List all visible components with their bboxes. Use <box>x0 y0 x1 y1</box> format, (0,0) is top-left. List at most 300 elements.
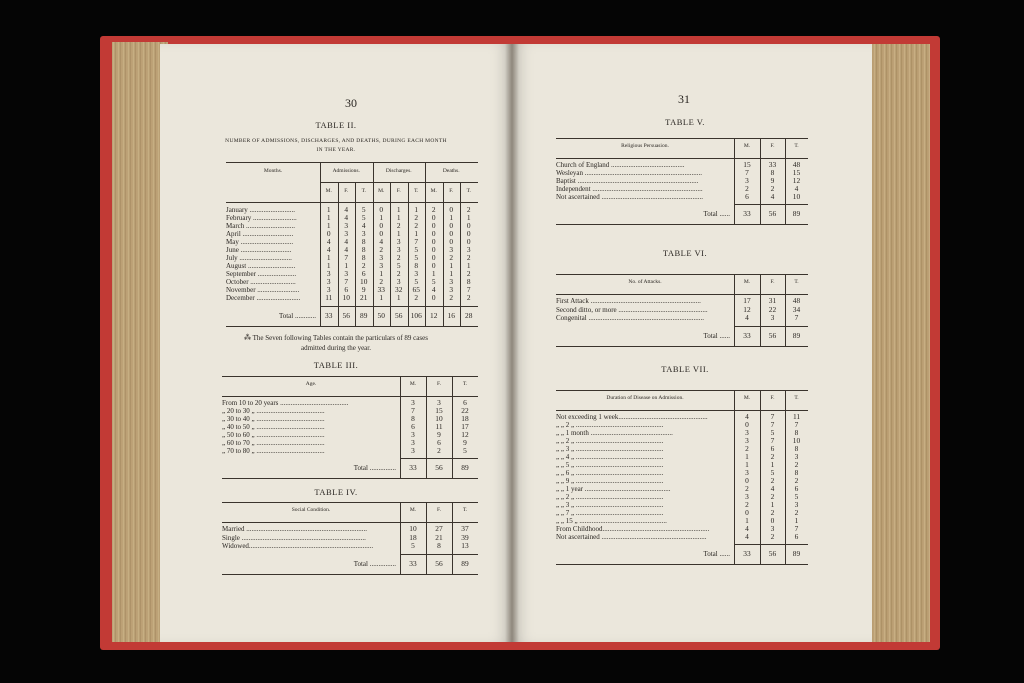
table-row-label: Church of England .......................................... <box>556 161 685 169</box>
table-cell: 0 <box>449 229 454 238</box>
table-cell: 5 <box>361 205 366 214</box>
table-cell: 6 <box>437 438 441 447</box>
table-cell: 5 <box>794 492 799 501</box>
table-cell: 2 <box>745 484 749 493</box>
table-cell: 8 <box>770 168 775 177</box>
table-row-label: „ „ 2 „ .................................................. <box>556 437 664 445</box>
table-cell: 1 <box>431 269 436 278</box>
table-cell: 1 <box>466 261 471 270</box>
table-cell: 0 <box>431 229 436 238</box>
table-row-label: January .......................... <box>226 206 296 214</box>
table-cell: 37 <box>461 524 469 533</box>
table-cell: 4 <box>745 313 749 322</box>
table-rule-bottom <box>226 326 478 327</box>
table-cell: 1 <box>449 261 454 270</box>
table-cell: 17 <box>461 422 469 431</box>
table-cell: 3 <box>770 524 775 533</box>
table-row-label: October .......................... <box>226 278 296 286</box>
table-row-label: Single ....................................................................... <box>222 533 366 542</box>
column-header: T. <box>794 395 799 401</box>
table-cell: 0 <box>431 253 436 262</box>
table-cell: 0 <box>449 205 454 214</box>
table-cell: 2 <box>466 269 471 278</box>
table-cell: 3 <box>326 277 331 286</box>
column-header: T. <box>794 279 799 285</box>
table-col-rule <box>452 502 453 574</box>
table-row-label: „ 50 to 60 „ ....................................... <box>222 431 325 439</box>
table-col-rule <box>425 162 426 326</box>
table-row-label: September ...................... <box>226 270 297 278</box>
table-cell: 5 <box>396 261 401 270</box>
table-total-cell: 56 <box>768 330 777 340</box>
table-row-label: „ 70 to 80 „ ....................................... <box>222 447 325 455</box>
table-cell: 10 <box>792 192 801 201</box>
column-header: Months. <box>263 168 283 174</box>
table-cell: 7 <box>770 412 775 421</box>
table-row-label: February ......................... <box>226 214 297 222</box>
column-header: F. <box>437 507 441 513</box>
table-cell: 2 <box>770 184 775 193</box>
table-rule-total <box>734 544 808 545</box>
table-cell: 3 <box>437 398 441 407</box>
table-row-label: August ........................... <box>226 262 296 270</box>
table-cell: 7 <box>770 420 775 429</box>
table-cell: 0 <box>770 516 775 525</box>
table-cell: 4 <box>745 532 749 541</box>
table-col-rule <box>426 376 427 478</box>
table-rule-top <box>222 502 478 503</box>
table-cell: 3 <box>396 245 401 254</box>
table-cell: 4 <box>770 484 775 493</box>
table-cell: 15 <box>743 160 751 169</box>
table-total-label: Total ...... <box>703 550 730 558</box>
table-col-rule <box>443 182 444 326</box>
table-cell: 33 <box>377 285 385 294</box>
table-row-label: Congenital .................................................................. <box>556 314 704 322</box>
page-edges-right <box>868 44 930 642</box>
table-cell: 32 <box>395 285 403 294</box>
table-cell: 4 <box>379 237 384 246</box>
table-cell: 3 <box>411 398 415 407</box>
table2-caption-line2: IN THE YEAR. <box>316 147 356 153</box>
table-cell: 7 <box>344 277 349 286</box>
table-cell: 9 <box>463 438 467 447</box>
table-cell: 2 <box>396 253 401 262</box>
table-cell: 48 <box>792 296 801 305</box>
table-cell: 3 <box>361 229 366 238</box>
table-total-label: Total ...... <box>703 331 730 340</box>
table-cell: 34 <box>792 304 801 314</box>
table-row-label: April ............................. <box>226 230 294 238</box>
table-row-label: Not ascertained .......................................................... <box>556 193 703 201</box>
table-cell: 3 <box>396 277 401 286</box>
column-header: M. <box>325 188 332 194</box>
table-cell: 10 <box>360 277 368 286</box>
table-rule-top <box>556 390 808 391</box>
table-cell: 33 <box>768 160 777 169</box>
table-row-label: „ „ 7 „ .................................................. <box>556 509 664 517</box>
table-cell: 4 <box>344 237 349 246</box>
table-rule-bottom <box>556 346 808 347</box>
table-cell: 2 <box>361 261 366 270</box>
table-rule-header <box>556 158 808 159</box>
table-total-cell: 12 <box>430 311 438 320</box>
table-cell: 10 <box>792 436 801 445</box>
table-cell: 1 <box>449 213 454 222</box>
table-row-label: March ............................ <box>226 222 296 230</box>
table-rule-header <box>222 396 478 397</box>
table-cell: 1 <box>379 213 384 222</box>
table-cell: 2 <box>794 460 799 469</box>
column-header: T. <box>466 188 471 194</box>
table-cell: 12 <box>743 304 751 314</box>
table-cell: 0 <box>431 261 436 270</box>
tables-note-line1: ⁂ The Seven following Tables contain the particulars of 89 cases <box>244 334 428 342</box>
table-cell: 21 <box>360 293 368 302</box>
table-row-label: Not ascertained ............................................................ <box>556 533 707 541</box>
table-cell: 6 <box>794 484 799 493</box>
column-header: T. <box>414 188 419 194</box>
table7-title: TABLE VII. <box>661 364 709 374</box>
table5-title: TABLE V. <box>665 117 705 127</box>
table-cell: 0 <box>379 205 384 214</box>
table-cell: 65 <box>412 285 420 294</box>
column-header: F. <box>770 143 775 149</box>
table-cell: 8 <box>794 428 799 437</box>
table-cell: 7 <box>466 285 471 294</box>
table-rule-header <box>222 522 478 523</box>
table-cell: 1 <box>396 229 401 238</box>
table-cell: 3 <box>794 452 799 461</box>
table-cell: 3 <box>414 269 419 278</box>
table-cell: 6 <box>344 285 349 294</box>
table-cell: 15 <box>435 406 443 415</box>
table-total-cell: 89 <box>461 558 469 568</box>
column-header: Social Condition. <box>291 507 331 513</box>
table-rule-header <box>556 294 808 295</box>
table-col-rule <box>408 182 409 326</box>
table-cell: 3 <box>466 245 471 254</box>
table-row-label: „ „ 1 month ............................................... <box>556 429 673 437</box>
table-col-rule <box>400 376 401 478</box>
table-col-rule <box>734 274 735 346</box>
table-row-label: „ „ 15 „ .................................................. <box>556 517 667 525</box>
table-col-rule <box>355 182 356 326</box>
table-cell: 1 <box>745 516 749 525</box>
table-cell: 4 <box>431 285 436 294</box>
table-col-rule <box>338 182 339 326</box>
table-row-label: „ „ 3 „ .................................................. <box>556 445 664 453</box>
right-page <box>512 44 872 642</box>
table-cell: 21 <box>435 532 443 542</box>
column-header: Duration of Disease on Admission. <box>606 395 684 401</box>
table-cell: 3 <box>344 221 349 230</box>
table-cell: 18 <box>461 414 469 423</box>
table-cell: 3 <box>745 176 749 185</box>
table-cell: 3 <box>411 438 415 447</box>
table-total-cell: 33 <box>409 558 417 568</box>
table-cell: 1 <box>326 261 331 270</box>
table6-title: TABLE VI. <box>662 248 708 258</box>
table-cell: 1 <box>794 516 799 525</box>
table-cell: 4 <box>745 524 749 533</box>
column-header: M. <box>409 507 417 513</box>
column-header: M. <box>378 188 385 194</box>
table-col-rule <box>400 502 401 574</box>
table-cell: 6 <box>770 444 775 453</box>
table-cell: 3 <box>411 430 415 439</box>
table-cell: 2 <box>379 245 384 254</box>
table-total-cell: 106 <box>410 311 422 320</box>
table-cell: 11 <box>435 422 443 431</box>
column-header: T. <box>462 507 468 513</box>
table-cell: 6 <box>361 269 366 278</box>
table-cell: 3 <box>449 277 454 286</box>
column-header: F. <box>437 381 441 387</box>
table-cell: 1 <box>326 205 331 214</box>
table-cell: 6 <box>463 398 467 407</box>
table-rule-top <box>226 162 478 163</box>
page-number: 30 <box>345 96 357 110</box>
table-cell: 3 <box>745 436 749 445</box>
table-total-cell: 89 <box>461 463 469 472</box>
table-total-cell: 89 <box>792 209 801 218</box>
table-cell: 11 <box>325 293 333 302</box>
table-row-label: Independent ............................................................... <box>556 185 703 193</box>
table-row-label: „ „ 3 „ .................................................. <box>556 501 664 509</box>
table-cell: 9 <box>770 176 775 185</box>
column-header: No. of Attacks. <box>628 279 662 285</box>
table-cell: 3 <box>344 269 349 278</box>
table-cell: 7 <box>794 524 799 533</box>
table-cell: 17 <box>743 296 751 305</box>
table-rule-total <box>400 458 478 459</box>
column-header: M. <box>743 143 751 149</box>
column-header: F. <box>344 188 349 194</box>
table-cell: 8 <box>794 468 799 477</box>
table-cell: 6 <box>745 192 749 201</box>
table-cell: 6 <box>794 532 799 541</box>
table-cell: 39 <box>461 532 469 542</box>
table-cell: 13 <box>461 541 469 550</box>
column-header: F. <box>396 188 401 194</box>
table-cell: 1 <box>326 253 331 262</box>
table-cell: 3 <box>379 261 384 270</box>
table-total-label: Total ...... <box>703 210 730 218</box>
table-cell: 8 <box>437 541 441 550</box>
table-cell: 2 <box>770 476 775 485</box>
table-cell: 22 <box>461 406 469 415</box>
table-cell: 0 <box>431 213 436 222</box>
table-col-rule <box>460 182 461 326</box>
table-rule-header <box>556 410 808 411</box>
table-cell: 2 <box>466 293 471 302</box>
table-cell: 2 <box>396 269 401 278</box>
table-cell: 7 <box>745 168 749 177</box>
table-cell: 1 <box>326 213 331 222</box>
table-cell: 2 <box>770 508 775 517</box>
table-cell: 2 <box>414 213 419 222</box>
table-cell: 0 <box>449 221 454 230</box>
table-row-label: „ 60 to 70 „ ....................................... <box>222 439 325 447</box>
table-cell: 2 <box>745 444 749 453</box>
column-header: T. <box>361 188 366 194</box>
table-total-cell: 89 <box>792 549 801 558</box>
table-cell: 5 <box>770 428 775 437</box>
table-row-label: May .............................. <box>226 238 294 246</box>
table-cell: 2 <box>745 500 749 509</box>
table-rule-header <box>226 202 478 203</box>
table-col-rule <box>785 390 786 564</box>
table-total-cell: 89 <box>360 311 368 320</box>
table-cell: 1 <box>449 269 454 278</box>
table-rule-top <box>556 138 808 139</box>
table-row-label: „ „ 4 „ .................................................. <box>556 453 664 461</box>
left-page <box>160 44 512 642</box>
column-group-header: Deaths. <box>442 168 460 174</box>
column-header: Religious Persuasion. <box>621 143 669 149</box>
table-cell: 2 <box>396 221 401 230</box>
table-cell: 5 <box>431 277 436 286</box>
table-cell: 7 <box>770 436 775 445</box>
table-col-rule <box>452 376 453 478</box>
table-cell: 3 <box>745 428 749 437</box>
table-cell: 3 <box>396 237 401 246</box>
table-cell: 1 <box>466 213 471 222</box>
column-header: T. <box>462 381 468 387</box>
table-row-label: „ „ 1 year ................................................. <box>556 485 671 493</box>
table-rule-total <box>320 306 478 307</box>
table-total-cell: 56 <box>435 558 443 568</box>
table-cell: 5 <box>414 253 419 262</box>
table-cell: 12 <box>792 176 801 185</box>
table-cell: 12 <box>461 430 469 439</box>
table-cell: 0 <box>745 420 749 429</box>
table-cell: 3 <box>379 253 384 262</box>
table-cell: 7 <box>794 420 799 429</box>
table-cell: 4 <box>361 221 366 230</box>
table-cell: 10 <box>435 414 443 423</box>
table-cell: 0 <box>431 221 436 230</box>
table-cell: 27 <box>435 524 443 533</box>
table-cell: 2 <box>437 446 441 455</box>
table-cell: 18 <box>409 532 417 542</box>
table-cell: 7 <box>794 313 799 322</box>
table-row-label: „ „ 6 „ .................................................. <box>556 469 664 477</box>
table-rule-bottom <box>222 574 478 575</box>
table-cell: 1 <box>326 221 331 230</box>
table-row-label: July .............................. <box>226 254 292 262</box>
table-cell: 10 <box>409 524 417 533</box>
table-cell: 9 <box>361 285 366 294</box>
table-total-cell: 28 <box>465 311 473 320</box>
column-header: M. <box>430 188 437 194</box>
table-rule-top <box>222 376 478 377</box>
table-cell: 2 <box>414 221 419 230</box>
table-cell: 7 <box>414 237 419 246</box>
table-row-label: „ „ 9 „ .................................................. <box>556 477 664 485</box>
table-cell: 3 <box>344 229 349 238</box>
table-cell: 1 <box>770 500 775 509</box>
table-row-label: „ „ 5 „ .................................................. <box>556 461 664 469</box>
table-col-rule <box>426 502 427 574</box>
table-row-label: „ 30 to 40 „ ....................................... <box>222 415 325 423</box>
table-row-label: Widowed....................................................................... <box>222 542 374 550</box>
table-row-label: From 10 to 20 years ....................................... <box>222 399 349 407</box>
table-cell: 3 <box>745 492 749 501</box>
table2-title: TABLE II. <box>315 120 357 130</box>
table-col-rule <box>373 162 374 326</box>
table-col-rule <box>785 274 786 346</box>
table-cell: 0 <box>379 221 384 230</box>
table-cell: 1 <box>414 205 419 214</box>
column-header: M. <box>409 381 417 387</box>
table-cell: 8 <box>411 414 415 423</box>
table-col-rule <box>734 138 735 224</box>
table-total-cell: 33 <box>409 463 417 472</box>
table-cell: 0 <box>466 229 471 238</box>
table-cell: 3 <box>326 285 331 294</box>
table-cell: 1 <box>396 293 401 302</box>
table-rule-bottom <box>556 564 808 565</box>
table-cell: 0 <box>466 237 471 246</box>
table-cell: 7 <box>344 253 349 262</box>
table-rule-bottom <box>222 478 478 479</box>
table-cell: 4 <box>326 237 331 246</box>
column-header: F. <box>449 188 454 194</box>
table-cell: 3 <box>449 285 454 294</box>
table-cell: 1 <box>379 269 384 278</box>
column-header: F. <box>770 279 775 285</box>
table-col-rule <box>760 390 761 564</box>
table-row-label: „ 40 to 50 „ ....................................... <box>222 423 325 431</box>
table3-title: TABLE III. <box>313 360 359 370</box>
table-total-cell: 33 <box>743 209 751 218</box>
column-group-header: Discharges. <box>385 168 412 174</box>
table-rule-total <box>734 326 808 327</box>
table-cell: 5 <box>361 213 366 222</box>
table-rule-total <box>734 204 808 205</box>
table-total-label: Total ............ <box>278 312 316 320</box>
table-cell: 2 <box>431 205 436 214</box>
table-cell: 3 <box>326 269 331 278</box>
table-cell: 5 <box>770 468 775 477</box>
table-row-label: First Attack ............................................................... <box>556 297 701 305</box>
table-cell: 3 <box>411 446 415 455</box>
table-total-cell: 50 <box>377 311 385 320</box>
table-cell: 8 <box>361 237 366 246</box>
table-cell: 1 <box>379 293 384 302</box>
table-total-label: Total ............... <box>353 464 396 472</box>
table-cell: 2 <box>770 532 775 541</box>
table-row-label: Not exceeding 1 week................................................... <box>556 413 708 421</box>
table-col-rule <box>760 274 761 346</box>
table-rule-group <box>320 182 478 183</box>
table-row-label: Second ditto, or more ................................................... <box>556 305 708 314</box>
table-cell: 2 <box>794 508 799 517</box>
table-cell: 0 <box>466 221 471 230</box>
column-header: M. <box>743 395 751 401</box>
table-cell: 1 <box>396 205 401 214</box>
table-cell: 7 <box>411 406 415 415</box>
column-header: Age. <box>305 381 317 387</box>
table-cell: 2 <box>449 293 454 302</box>
table-total-label: Total ............... <box>353 559 396 568</box>
table-rule-top <box>556 274 808 275</box>
table-row-label: Baptist ..................................................................... <box>556 177 699 185</box>
table-row-label: December ......................... <box>226 294 301 302</box>
table-cell: 1 <box>770 460 775 469</box>
